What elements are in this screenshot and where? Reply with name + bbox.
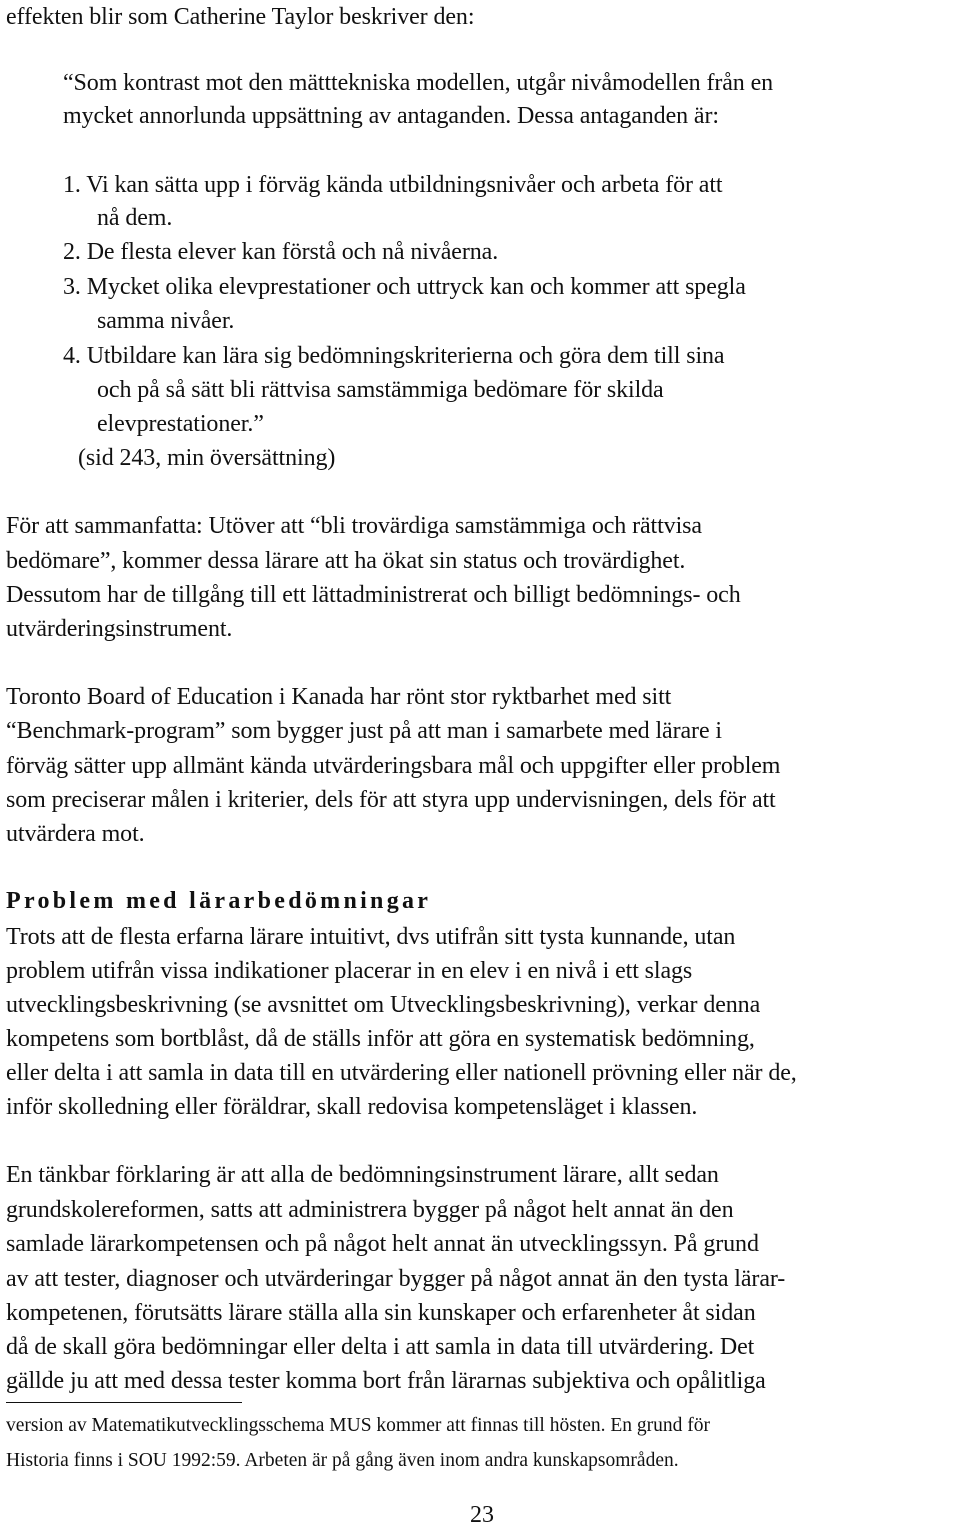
body-line: förväg sätter upp allmänt kända utvärderingsbara mål och uppgifter eller problem [6, 753, 781, 779]
quote-list-item: 1. Vi kan sätta upp i förväg kända utbildningsnivåer och arbeta för att [63, 172, 723, 198]
lead-in-line: effekten blir som Catherine Taylor beskriver den: [6, 4, 475, 30]
footnote-divider [6, 1402, 242, 1403]
body-line: Toronto Board of Education i Kanada har rönt stor ryktbarhet med sitt [6, 684, 672, 710]
body-line: utvecklingsbeskrivning (se avsnittet om Utvecklingsbeskrivning), verkar denna [6, 992, 761, 1018]
quote-line: mycket annorlunda uppsättning av antaganden. Dessa antaganden är: [63, 103, 719, 129]
section-heading: Problem med lärarbedömningar [6, 888, 432, 914]
body-line: grundskolereformen, satts att administrera bygger på något helt annat än den [6, 1197, 734, 1223]
footnote-line: version av Matematikutvecklingsschema MUS kommer att finnas till hösten. En grund för [6, 1415, 711, 1436]
body-line: gällde ju att med dessa tester komma bort från lärarnas subjektiva och opålitliga [6, 1368, 766, 1394]
footnote-line: Historia finns i SOU 1992:59. Arbeten är på gång även inom andra kunskapsområden. [6, 1450, 679, 1471]
body-line: kompetens som bortblåst, då de ställs inför att göra en systematisk bedömning, [6, 1026, 755, 1052]
body-line: “Benchmark-program” som bygger just på att man i samarbete med lärare i [6, 718, 722, 744]
quote-list-item-continuation: samma nivåer. [97, 308, 235, 334]
body-line: bedömare”, kommer dessa lärare att ha ökat sin status och trovärdighet. [6, 548, 686, 574]
body-line: kompetenen, förutsätts lärare ställa alla sin kunskaper och erfarenheter åt sidan [6, 1300, 756, 1326]
body-line: Trots att de flesta erfarna lärare intuitivt, dvs utifrån sitt tysta kunnande, utan [6, 924, 736, 950]
quote-citation: (sid 243, min översättning) [78, 445, 336, 471]
body-line: utvärdera mot. [6, 821, 145, 847]
quote-list-item-continuation: nå dem. [97, 205, 173, 231]
body-line: som preciserar målen i kriterier, dels för att styra upp undervisningen, dels för att [6, 787, 776, 813]
body-line: då de skall göra bedömningar eller delta i att samla in data till utvärdering. Det [6, 1334, 755, 1360]
quote-line: “Som kontrast mot den mätttekniska modellen, utgår nivåmodellen från en [63, 70, 774, 96]
body-line: inför skolledning eller föräldrar, skall redovisa kompetensläget i klassen. [6, 1094, 698, 1120]
body-line: eller delta i att samla in data till en utvärdering eller nationell prövning eller när de, [6, 1060, 797, 1086]
quote-list-item: 4. Utbildare kan lära sig bedömningskriterierna och göra dem till sina [63, 343, 725, 369]
quote-list-item: 3. Mycket olika elevprestationer och uttryck kan och kommer att spegla [63, 274, 746, 300]
body-line: av att tester, diagnoser och utvärderingar bygger på något annat än den tysta lärar- [6, 1266, 786, 1292]
body-line: För att sammanfatta: Utöver att “bli trovärdiga samstämmiga och rättvisa [6, 513, 702, 539]
quote-list-item: 2. De flesta elever kan förstå och nå nivåerna. [63, 239, 499, 265]
body-line: samlade lärarkompetensen och på något helt annat än utvecklingssyn. På grund [6, 1231, 759, 1257]
quote-list-item-continuation: och på så sätt bli rättvisa samstämmiga bedömare för skilda [97, 377, 664, 403]
page-number: 23 [470, 1502, 494, 1528]
body-line: problem utifrån vissa indikationer placerar in en elev i en nivå i ett slags [6, 958, 693, 984]
body-line: utvärderingsinstrument. [6, 616, 233, 642]
quote-list-item-continuation: elevprestationer.” [97, 411, 264, 437]
body-line: Dessutom har de tillgång till ett lättadministrerat och billigt bedömnings- och [6, 582, 741, 608]
body-line: En tänkbar förklaring är att alla de bedömningsinstrument lärare, allt sedan [6, 1162, 719, 1188]
